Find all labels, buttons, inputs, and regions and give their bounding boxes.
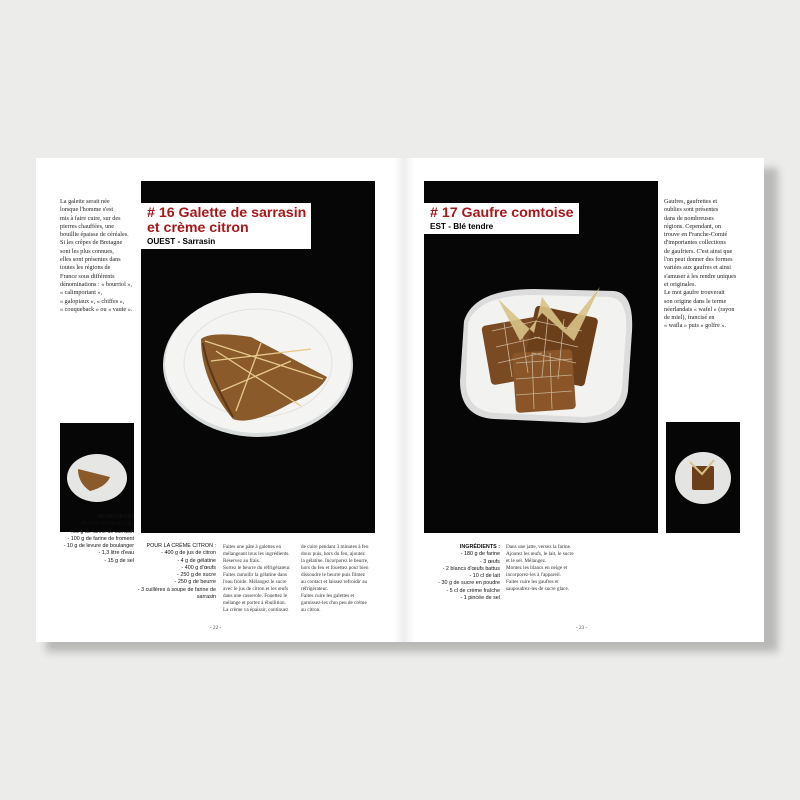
creme-item: - 250 g de sucre bbox=[177, 572, 216, 579]
right-recipe-title: # 17 Gaufre comtoise bbox=[430, 205, 574, 221]
book-spread bbox=[36, 158, 764, 642]
right-recipe-subtitle: EST - Blé tendre bbox=[430, 222, 494, 231]
left-page-number: - 22 - bbox=[210, 625, 222, 631]
creme-ingredients-heading: POUR LA CRÈME CITRON : bbox=[146, 543, 216, 549]
left-ingredients bbox=[50, 514, 134, 565]
left-intro-text: La galette serait née lorsque l'homme s'est mis à faire cuire, sur des pierres chauffées, une bouillie épaisse de céréales. Si les crêpes de Bretagne sont les plus connues, elles sont présentes dans toutes les régions de France sous différents dénominations : « bourriol », « calimportant », « galopiaux », « chiffes », « couqueback » ou « vaute ». bbox=[60, 198, 133, 313]
creme-item: sarrasin bbox=[196, 594, 216, 601]
creme-item: - 250 g de beurre bbox=[174, 579, 216, 586]
galette-ingredients-heading: POUR LA GALETTE : bbox=[81, 521, 134, 528]
creme-item: - 400 g d'œufs bbox=[181, 564, 216, 571]
right-ingredients-heading: INGRÉDIENTS : bbox=[459, 544, 500, 550]
creme-ingredients bbox=[136, 543, 216, 601]
galette-item: - 400 g de farine de sarrasin bbox=[66, 528, 134, 535]
galette-item: - 15 g de sel bbox=[104, 557, 134, 564]
gaufre-item: - 3 œufs bbox=[479, 558, 500, 565]
book-gutter bbox=[394, 158, 414, 642]
creme-item: - 3 cuillères à soupe de farine de bbox=[137, 586, 216, 593]
gaufre-item: - 1 pincée de sel bbox=[460, 595, 500, 602]
galette-item: - 10 g de levure de boulanger bbox=[63, 543, 134, 550]
right-page-number: - 23 - bbox=[576, 625, 588, 631]
gaufre-thumb-illustration bbox=[666, 422, 740, 533]
right-intro-text: Gaufres, gaufrettes et oublies sont présentes dans de nombreuses régions. Cependant, on trouve en Franche-Comté d'importantes collections de gaufriers. C'est ainsi que l'on peut donner des formes variées aux gaufres et ainsi s'amuser à les rendre uniques et originales. Le mot gaufre trouverait son origine dans le terme néerlandais « wafel » (rayon de miel), francisé en « wafla » puis « golfre ». bbox=[664, 198, 737, 330]
galette-item: - 1,3 litre d'eau bbox=[98, 550, 134, 557]
left-recipe-title-box bbox=[141, 203, 311, 249]
left-ingredients-heading: INGRÉDIENTS bbox=[97, 514, 134, 520]
gaufre-item: - 2 blancs d'œufs battus bbox=[442, 565, 500, 572]
right-method-text: Dans une jatte, versez la farine. Ajoutez les œufs, le lait, le sucre et le sel. Mélangez. Montez les blancs en neige et incorporez-les à l'appareil. Faites cuire les gaufres et saupoudrez-les de sucre glace. bbox=[506, 544, 574, 592]
gaufre-item: - 30 g de sucre en poudre bbox=[438, 580, 500, 587]
left-method-column-2: de cuire pendant 3 minutes à feu doux puis, hors du feu, ajoutez la gélatine. Incorporez le beurre, hors du feu et fouettez pour bien dissoudre le beurre puis filmez au contact et laissez refroidir au réfrigérateur. Faites cuire les galettes et garnissez-les d'un peu de crème au citron. bbox=[301, 544, 369, 613]
right-ingredients bbox=[416, 544, 500, 602]
gaufre-item: - 10 cl de lait bbox=[469, 573, 500, 580]
gaufre-thumbnail bbox=[666, 422, 740, 533]
creme-item: - 4 g de gélatine bbox=[177, 557, 216, 564]
left-recipe-title: # 16 Galette de sarrasin et crème citron bbox=[147, 205, 307, 236]
gaufre-item: - 5 cl de crème fraîche bbox=[446, 587, 500, 594]
creme-item: - 400 g de jus de citron bbox=[161, 550, 216, 557]
right-recipe-title-box bbox=[424, 203, 579, 234]
gaufre-item: - 180 g de farine bbox=[460, 551, 500, 558]
galette-item: - 100 g de farine de froment bbox=[67, 535, 134, 542]
left-recipe-subtitle: OUEST - Sarrasin bbox=[147, 237, 216, 246]
left-method-column-1: Faites une pâte à galettes en mélangeant tous les ingrédients. Réservez au frais. Sortez le beurre du réfrigérateur. Faites ramollir la gélatine dans l'eau froide. Mélangez le sucre avec le jus de citron et les œufs dans une casserole. Fouettez le mélange et portez à ébullition. La crème va épaissir, continuez bbox=[223, 544, 291, 613]
